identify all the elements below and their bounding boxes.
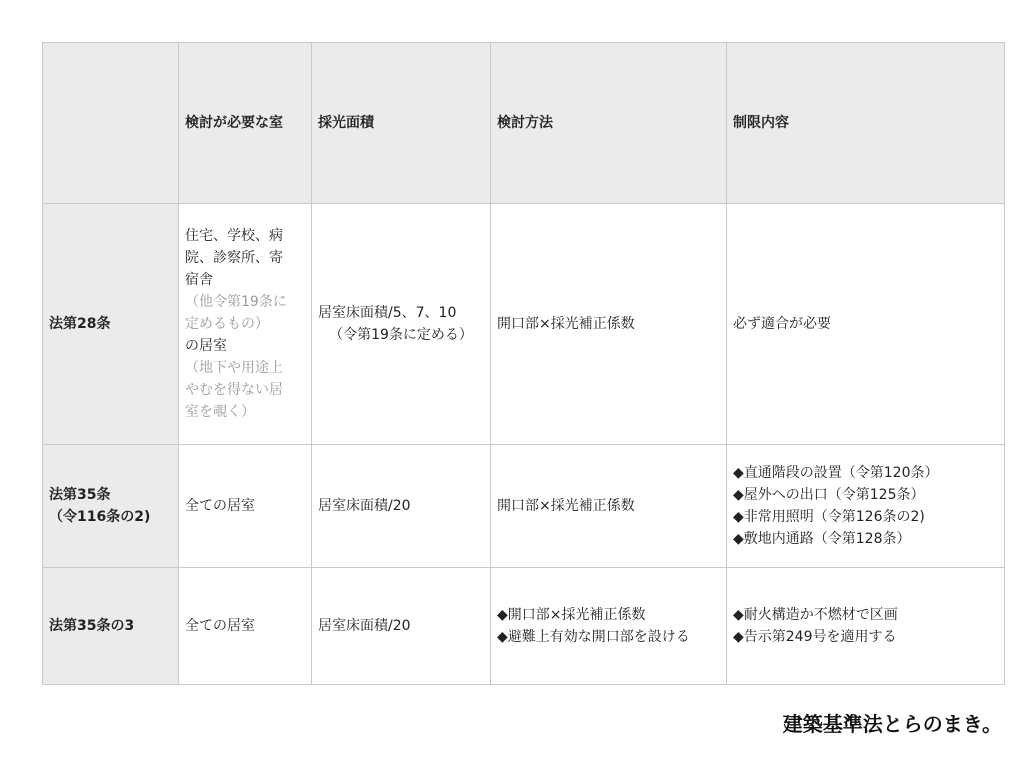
rooms-cell <box>179 204 312 445</box>
area-cell <box>312 568 491 685</box>
restriction-line: ◆告示第249号を適用する <box>733 629 897 645</box>
header-row <box>43 43 1005 204</box>
restriction-cell <box>727 445 1005 568</box>
rooms-cell: 全ての居室 <box>179 568 312 685</box>
header-area: 採光面積 <box>312 43 491 204</box>
method-line: ◆避難上有効な開口部を設ける <box>497 629 690 645</box>
rooms-line: 宿舎 <box>185 272 213 288</box>
header-corner <box>43 43 179 204</box>
law-article-line: （令116条の2) <box>49 509 151 525</box>
method-line: 開口部×採光補正係数 <box>497 316 635 332</box>
restriction-line: ◆屋外への出口（令第125条） <box>733 487 925 503</box>
area-cell <box>312 204 491 445</box>
rooms-note: やむを得ない居 <box>185 382 283 398</box>
rooms-note: （他令第19条に <box>185 294 287 310</box>
restriction-line: ◆敷地内通路（令第128条） <box>733 531 911 547</box>
method-cell <box>491 568 727 685</box>
area-line: 居室床面積/20 <box>318 498 411 514</box>
rooms-line: の居室 <box>185 338 227 354</box>
restriction-cell <box>727 204 1005 445</box>
law-article <box>43 445 179 568</box>
brand-footer: 建築基準法とらのまき。 <box>782 712 1002 736</box>
method-line: 開口部×採光補正係数 <box>497 498 635 514</box>
header-method: 検討方法 <box>491 43 727 204</box>
method-line: ◆開口部×採光補正係数 <box>497 607 646 623</box>
rooms-note: 定めるもの） <box>185 316 269 332</box>
rooms-cell: 全ての居室 <box>179 445 312 568</box>
rooms-note: 室を覗く） <box>185 404 255 420</box>
method-cell <box>491 204 727 445</box>
table-row <box>43 204 1005 445</box>
building-law-table <box>42 42 1005 685</box>
law-article: 法第35条の3 <box>43 568 179 685</box>
rooms-note: （地下や用途上 <box>185 360 283 376</box>
restriction-cell <box>727 568 1005 685</box>
area-line: （令第19条に定める） <box>329 327 473 343</box>
rooms-line: 院、診察所、寄 <box>185 250 283 266</box>
area-cell <box>312 445 491 568</box>
rooms-line: 住宅、学校、病 <box>185 228 283 244</box>
area-line: 居室床面積/20 <box>318 618 411 634</box>
table-row <box>43 568 1005 685</box>
method-cell <box>491 445 727 568</box>
restriction-line: 必ず適合が必要 <box>733 316 831 332</box>
law-article-line: 法第35条 <box>49 487 111 503</box>
law-article: 法第28条 <box>43 204 179 445</box>
restriction-line: ◆非常用照明（令第126条の2) <box>733 509 925 525</box>
restriction-line: ◆直通階段の設置（令第120条） <box>733 465 939 481</box>
header-restriction: 制限内容 <box>727 43 1005 204</box>
area-line: 居室床面積/5、7、10 <box>318 305 457 321</box>
table-row <box>43 445 1005 568</box>
header-rooms: 検討が必要な室 <box>179 43 312 204</box>
restriction-line: ◆耐火構造か不燃材で区画 <box>733 607 898 623</box>
